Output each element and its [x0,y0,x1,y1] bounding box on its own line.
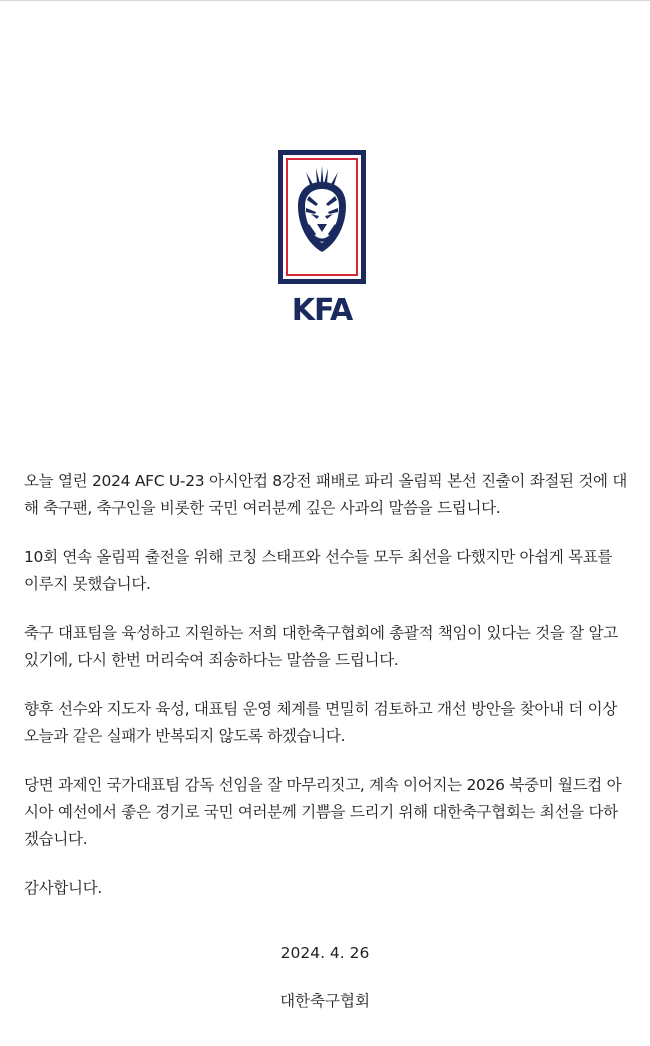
letter-paragraph: 향후 선수와 지도자 육성, 대표팀 운영 체계를 면밀히 검토하고 개선 방안을 찾아내 더 이상 오늘과 같은 실패가 반복되지 않도록 하겠습니다. [24,700,618,745]
letter-paragraph: 10회 연속 올림픽 출전을 위해 코칭 스태프와 선수들 모두 최선을 다했지만 아쉽게 목표를 이루지 못했습니다. [24,548,613,593]
letter-closing: 감사합니다. [24,879,102,897]
top-divider [0,0,650,1]
kfa-logo [276,148,370,328]
letter-date: 2024. 4. 26 [280,944,370,962]
letter-paragraph: 축구 대표팀을 육성하고 지원하는 저희 대한축구협회에 총괄적 책임이 있다는 것을 잘 알고 있기에, 다시 한번 머리숙여 죄송하다는 말씀을 드립니다. [24,624,618,669]
letter-paragraph: 당면 과제인 국가대표팀 감독 선임을 잘 마무리짓고, 계속 이어지는 2026 북중미 월드컵 아시아 예선에서 좋은 경기로 국민 여러분께 기쁨을 드리기 위해 대한축구협회는 최선을 다하겠습니다. [24,776,622,848]
kfa-wordmark: KFA [291,293,353,328]
apology-letter [24,468,628,924]
letter-signature: 대한축구협회 [280,992,370,1010]
kfa-tiger-crest-icon [276,148,370,328]
letter-paragraph: 오늘 열린 2024 AFC U-23 아시안컵 8강전 패배로 파리 올림픽 본선 진출이 좌절된 것에 대해 축구팬, 축구인을 비롯한 국민 여러분께 깊은 사과의 말씀을 드립니다. [24,472,628,517]
